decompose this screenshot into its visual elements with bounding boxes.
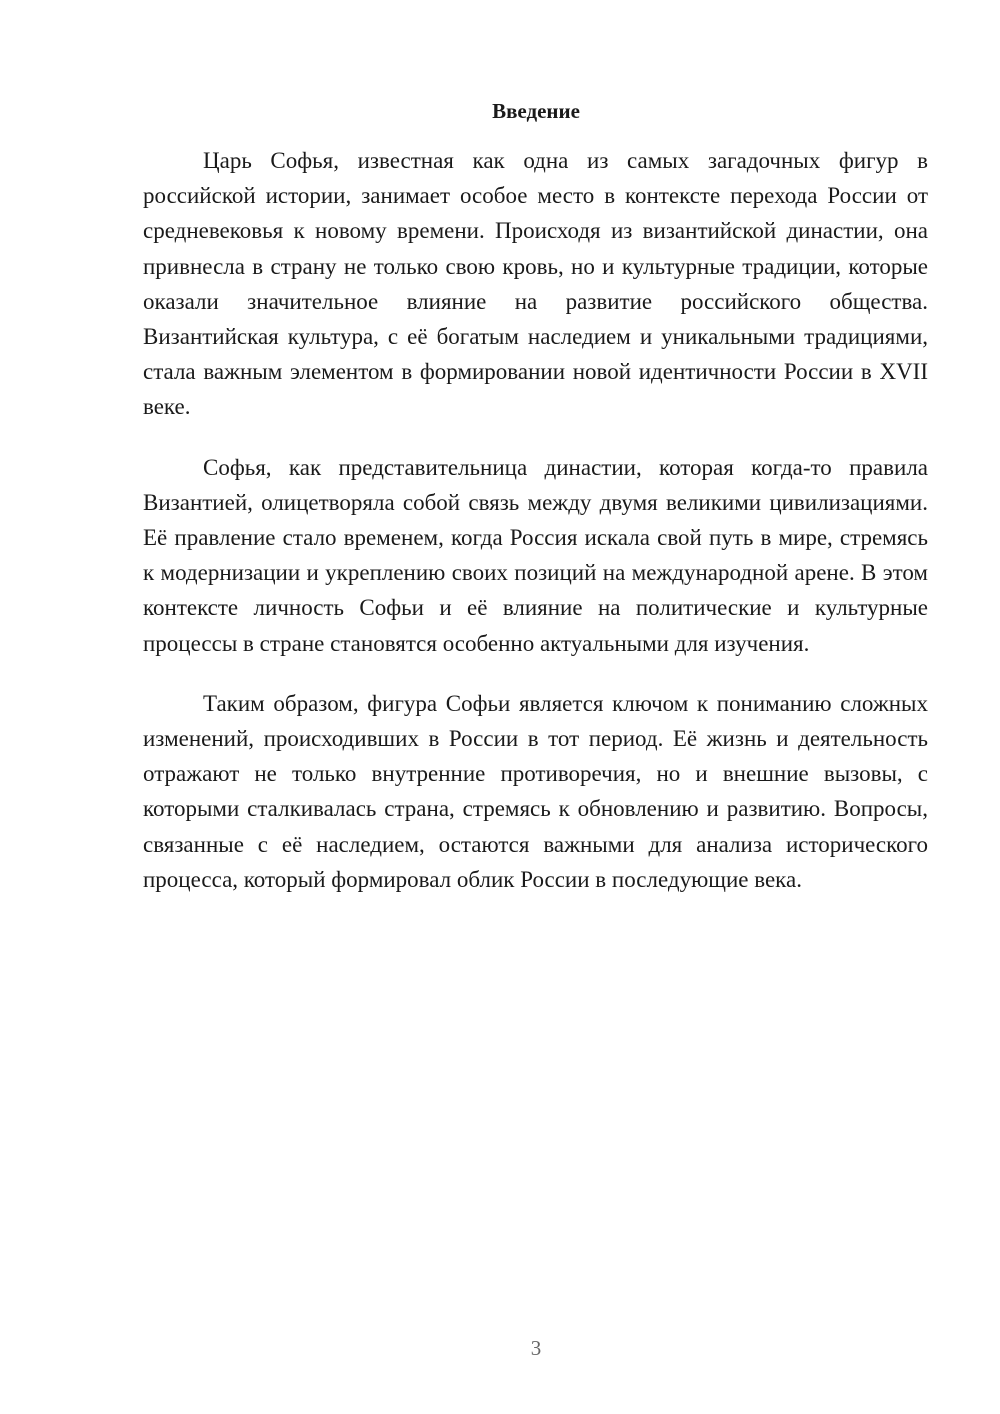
paragraph-2: Софья, как представительница династии, которая когда-то правила Византией, олицетворяла собой связь между двумя великими цивилизациями. Её правление стало временем, когда Россия искала свой путь в мире, стремясь к модернизации и укреплению своих позиций на международной арене. В этом контексте личность Софьи и её влияние на политические и культурные процессы в стране становятся особенно актуальными для изучения. — [143, 454, 928, 656]
paragraph-3: Таким образом, фигура Софьи является ключом к пониманию сложных изменений, происходивших в России в тот период. Её жизнь и деятельность отражают не только внутренние противоречия, но и внешние вызовы, с которыми сталкивалась страна, стремясь к обновлению и развитию. Вопросы, связанные с её наследием, остаются важными для анализа исторического процесса, который формировал облик России в последующие века. — [143, 690, 928, 892]
paragraph-1: Царь Софья, известная как одна из самых загадочных фигур в российской истории, занимает особое место в контексте перехода России от средневековья к новому времени. Происходя из византийской династии, она привнесла в страну не только свою кровь, но и культурные традиции, которые оказали значительное влияние на развитие российского общества. Византийская культура, с её богатым наследием и уникальными традициями, стала важным элементом в формировании новой идентичности России в XVII веке. — [143, 148, 928, 420]
section-heading: Введение — [492, 99, 580, 123]
body-text — [143, 143, 928, 922]
page-number: 3 — [530, 1336, 542, 1360]
